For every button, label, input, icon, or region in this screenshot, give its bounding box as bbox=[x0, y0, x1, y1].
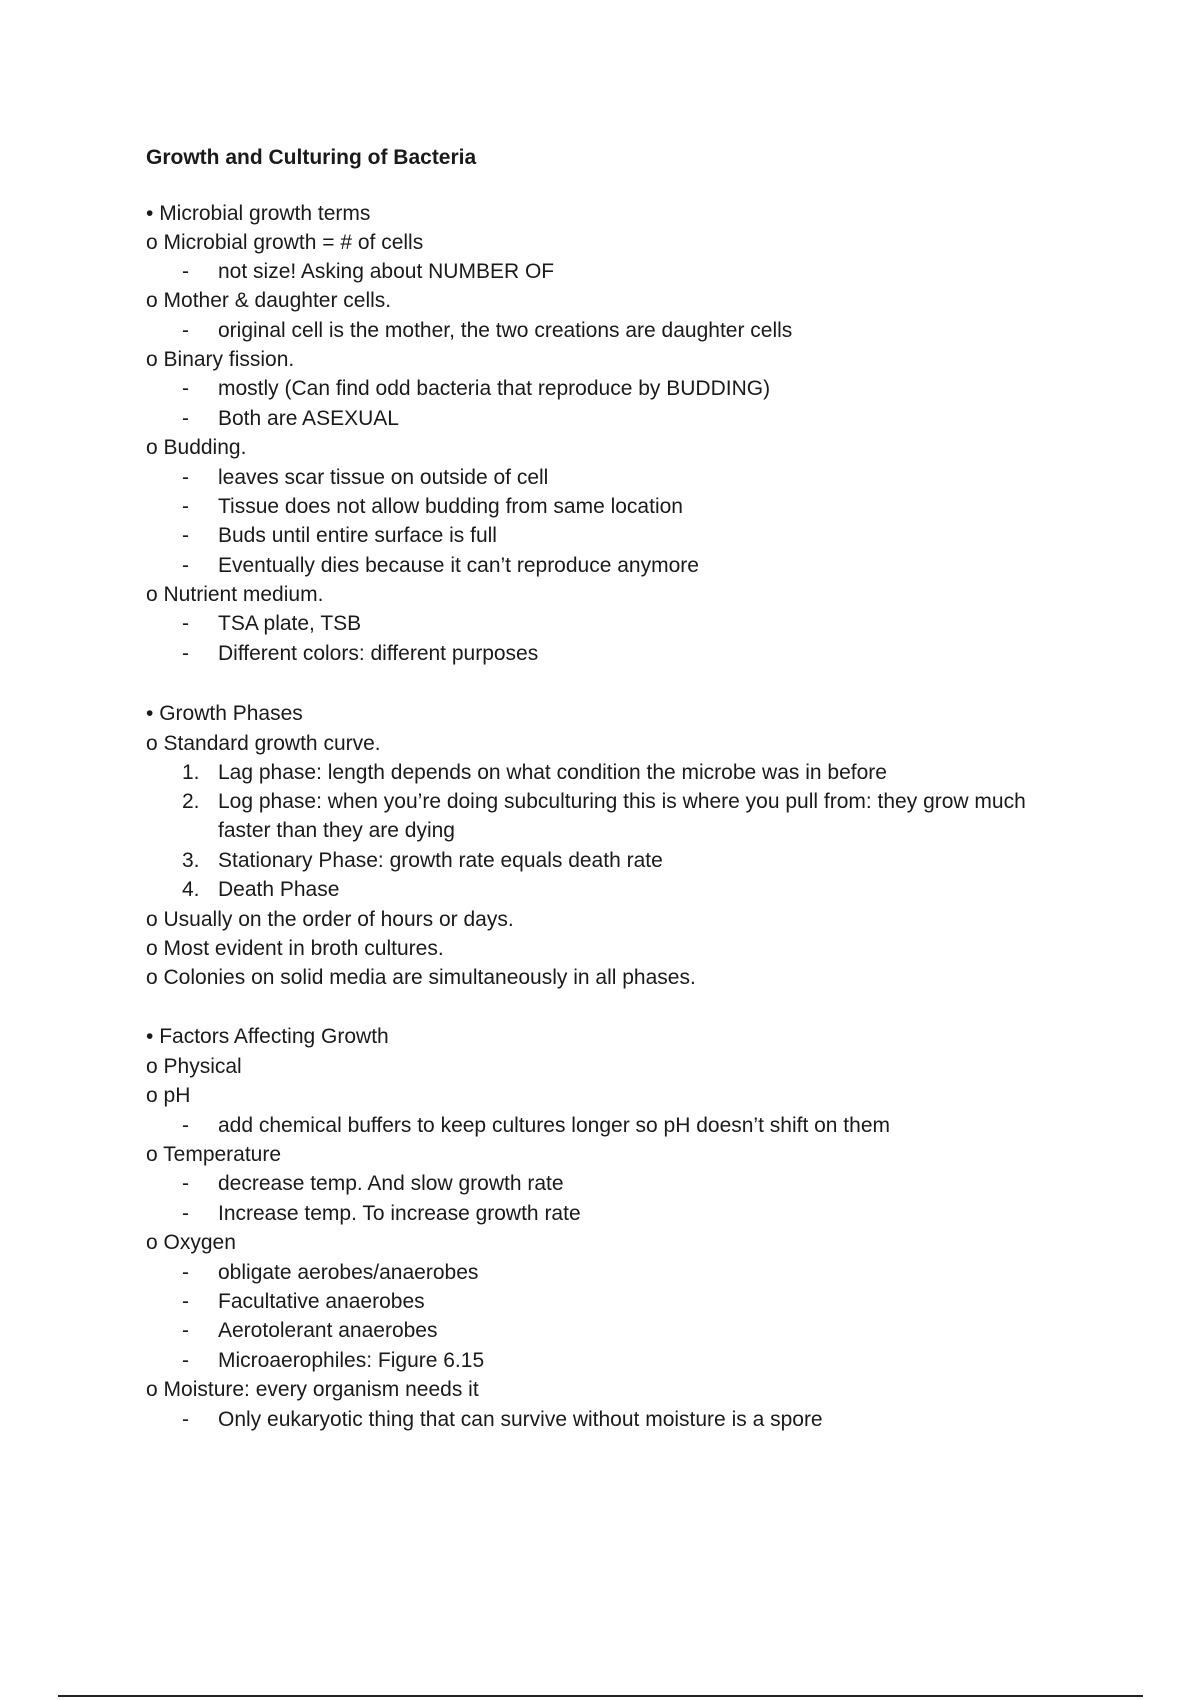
dash-text: leaves scar tissue on outside of cell bbox=[218, 466, 549, 489]
dash-text: not size! Asking about NUMBER OF bbox=[218, 260, 555, 283]
sub-item bbox=[146, 582, 323, 608]
number-marker: 3. bbox=[182, 849, 200, 872]
sub-marker: o bbox=[146, 583, 164, 606]
numbered-item bbox=[182, 848, 663, 874]
number-marker: 4. bbox=[182, 878, 200, 901]
sub-marker: o bbox=[146, 1084, 164, 1107]
sub-item bbox=[146, 347, 294, 373]
dash-marker: - bbox=[182, 1172, 189, 1195]
sub-item bbox=[146, 936, 444, 962]
sub-item bbox=[146, 230, 423, 256]
sub-text: Nutrient medium. bbox=[163, 583, 324, 606]
bottom-divider bbox=[58, 1695, 1143, 1697]
dash-text: Both are ASEXUAL bbox=[218, 407, 399, 430]
sub-marker: o bbox=[146, 289, 164, 312]
sub-marker: o bbox=[146, 1055, 164, 1078]
dash-marker: - bbox=[182, 524, 189, 547]
dash-marker: - bbox=[182, 554, 189, 577]
sub-text: Moisture: every organism needs it bbox=[163, 1378, 479, 1401]
dash-marker: - bbox=[182, 1290, 189, 1313]
dash-item bbox=[182, 523, 497, 549]
bullet-text: Growth Phases bbox=[159, 702, 303, 725]
sub-marker: o bbox=[146, 937, 164, 960]
numbered-text: faster than they are dying bbox=[218, 819, 455, 842]
dash-text: Eventually dies because it can’t reproduce anymore bbox=[218, 554, 699, 577]
sub-item bbox=[146, 1083, 190, 1109]
dash-text: Microaerophiles: Figure 6.15 bbox=[218, 1349, 485, 1372]
dash-item bbox=[182, 465, 548, 491]
sub-marker: o bbox=[146, 966, 164, 989]
sub-item bbox=[146, 907, 514, 933]
number-marker: 1. bbox=[182, 761, 200, 784]
numbered-text: Log phase: when you’re doing subculturing this is where you pull from: they grow much bbox=[218, 790, 1026, 813]
numbered-text: Stationary Phase: growth rate equals death rate bbox=[218, 849, 663, 872]
sub-text: Colonies on solid media are simultaneously in all phases. bbox=[163, 966, 696, 989]
sub-marker: o bbox=[146, 1231, 164, 1254]
dash-text: obligate aerobes/anaerobes bbox=[218, 1261, 479, 1284]
dash-item bbox=[182, 1289, 425, 1315]
dash-marker: - bbox=[182, 377, 189, 400]
numbered-item bbox=[182, 760, 887, 786]
dash-marker: - bbox=[182, 466, 189, 489]
dash-item bbox=[182, 406, 399, 432]
sub-text: Temperature bbox=[163, 1143, 282, 1166]
bullet-item bbox=[146, 701, 303, 727]
sub-text: Oxygen bbox=[163, 1231, 236, 1254]
sub-marker: o bbox=[146, 231, 164, 254]
dash-item bbox=[182, 1318, 438, 1344]
dash-text: mostly (Can find odd bacteria that reproduce by BUDDING) bbox=[218, 377, 771, 400]
dash-item bbox=[182, 611, 361, 637]
sub-text: Physical bbox=[163, 1055, 242, 1078]
bullet-text: Microbial growth terms bbox=[159, 202, 371, 225]
dash-text: TSA plate, TSB bbox=[218, 612, 362, 635]
dash-item bbox=[182, 1407, 823, 1433]
bullet-marker: • bbox=[146, 702, 160, 725]
dash-marker: - bbox=[182, 1261, 189, 1284]
dash-item bbox=[182, 553, 699, 579]
sub-marker: o bbox=[146, 732, 164, 755]
sub-marker: o bbox=[146, 1378, 164, 1401]
bullet-item bbox=[146, 201, 370, 227]
dash-item bbox=[182, 259, 554, 285]
sub-marker: o bbox=[146, 1143, 164, 1166]
numbered-text: Death Phase bbox=[218, 878, 340, 901]
dash-item bbox=[182, 494, 683, 520]
dash-item bbox=[182, 1260, 478, 1286]
document-title: Growth and Culturing of Bacteria bbox=[146, 146, 477, 169]
dash-text: Different colors: different purposes bbox=[218, 642, 539, 665]
sub-marker: o bbox=[146, 436, 164, 459]
bullet-marker: • bbox=[146, 202, 160, 225]
dash-text: Increase temp. To increase growth rate bbox=[218, 1202, 581, 1225]
numbered-item bbox=[182, 877, 339, 903]
numbered-item-continuation bbox=[182, 818, 455, 844]
numbered-item bbox=[182, 789, 1026, 815]
bullet-marker: • bbox=[146, 1025, 160, 1048]
dash-text: add chemical buffers to keep cultures longer so pH doesn’t shift on them bbox=[218, 1114, 890, 1137]
sub-item bbox=[146, 1054, 242, 1080]
sub-text: Standard growth curve. bbox=[163, 732, 381, 755]
dash-marker: - bbox=[182, 495, 189, 518]
dash-marker: - bbox=[182, 1349, 189, 1372]
dash-marker: - bbox=[182, 1319, 189, 1342]
sub-item bbox=[146, 1142, 281, 1168]
sub-text: Binary fission. bbox=[163, 348, 295, 371]
sub-text: Microbial growth = # of cells bbox=[163, 231, 424, 254]
sub-item bbox=[146, 1230, 236, 1256]
dash-marker: - bbox=[182, 642, 189, 665]
sub-item bbox=[146, 435, 246, 461]
dash-marker: - bbox=[182, 1408, 189, 1431]
dash-text: decrease temp. And slow growth rate bbox=[218, 1172, 564, 1195]
dash-item bbox=[182, 1201, 581, 1227]
dash-text: Buds until entire surface is full bbox=[218, 524, 497, 547]
dash-marker: - bbox=[182, 260, 189, 283]
dash-marker: - bbox=[182, 1114, 189, 1137]
dash-item bbox=[182, 1348, 484, 1374]
number-marker: 2. bbox=[182, 790, 200, 813]
dash-text: Only eukaryotic thing that can survive without moisture is a spore bbox=[218, 1408, 823, 1431]
dash-item bbox=[182, 1113, 890, 1139]
dash-marker: - bbox=[182, 1202, 189, 1225]
sub-text: Mother & daughter cells. bbox=[163, 289, 392, 312]
dash-text: Aerotolerant anaerobes bbox=[218, 1319, 438, 1342]
dash-item bbox=[182, 376, 770, 402]
sub-text: Most evident in broth cultures. bbox=[163, 937, 444, 960]
sub-text: pH bbox=[163, 1084, 191, 1107]
dash-item bbox=[182, 1171, 564, 1197]
dash-item bbox=[182, 318, 792, 344]
sub-item bbox=[146, 731, 381, 757]
sub-marker: o bbox=[146, 908, 164, 931]
sub-marker: o bbox=[146, 348, 164, 371]
dash-marker: - bbox=[182, 407, 189, 430]
bullet-item bbox=[146, 1024, 389, 1050]
sub-item bbox=[146, 288, 391, 314]
sub-text: Budding. bbox=[163, 436, 247, 459]
bullet-text: Factors Affecting Growth bbox=[159, 1025, 389, 1048]
sub-text: Usually on the order of hours or days. bbox=[163, 908, 514, 931]
sub-item bbox=[146, 1377, 479, 1403]
dash-marker: - bbox=[182, 612, 189, 635]
numbered-text: Lag phase: length depends on what condition the microbe was in before bbox=[218, 761, 887, 784]
dash-item bbox=[182, 641, 538, 667]
dash-text: Facultative anaerobes bbox=[218, 1290, 425, 1313]
dash-marker: - bbox=[182, 319, 189, 342]
sub-item bbox=[146, 965, 696, 991]
dash-text: original cell is the mother, the two creations are daughter cells bbox=[218, 319, 793, 342]
dash-text: Tissue does not allow budding from same location bbox=[218, 495, 683, 518]
